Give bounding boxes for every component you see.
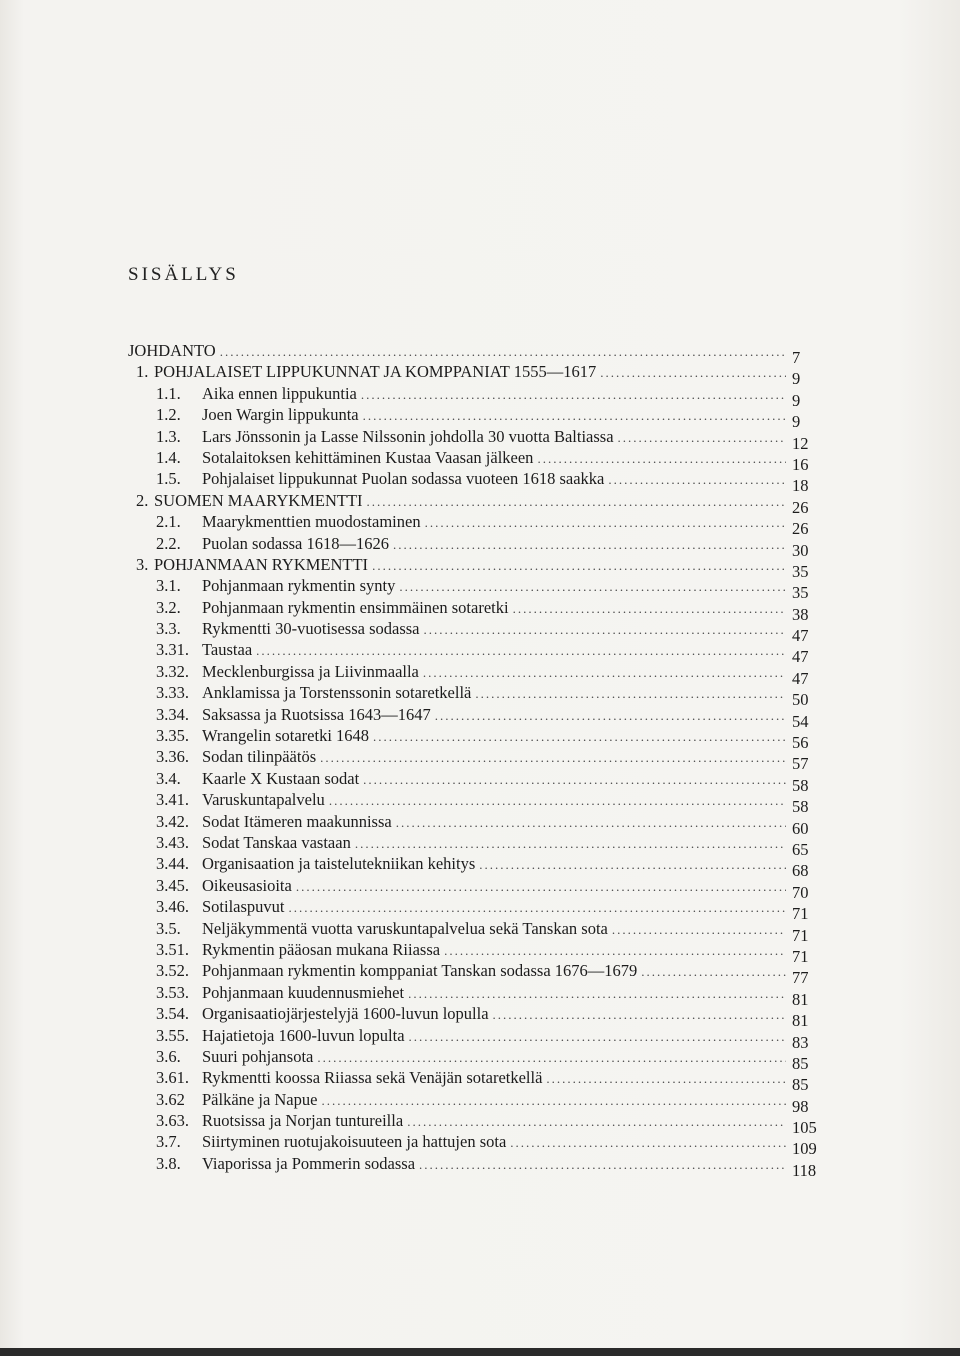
toc-entry-number: 3.32. — [156, 661, 189, 681]
toc-entry-number: 3.51. — [156, 939, 189, 959]
toc-entry — [128, 1046, 828, 1073]
dot-leader — [367, 491, 786, 512]
toc-entry-number: 3.5. — [156, 918, 181, 938]
dot-leader — [363, 405, 786, 426]
toc-entry — [128, 468, 828, 496]
dot-leader — [355, 833, 786, 854]
dot-leader — [612, 919, 786, 940]
toc-entry-title: SUOMEN MAARYKMENTTI — [154, 490, 363, 510]
toc-entry-page: 70 — [792, 882, 809, 902]
dot-leader — [407, 1111, 786, 1132]
dot-leader — [296, 876, 786, 897]
toc-entry-number: 3.45. — [156, 875, 189, 895]
toc-entry-title: Sotilaspuvut — [202, 897, 285, 917]
toc-entry — [128, 554, 828, 581]
toc-entry-page: 9 — [792, 390, 801, 410]
toc-entry-title: Rykmentin pääosan mukana Riiassa — [202, 939, 441, 959]
toc-entry — [128, 682, 828, 710]
toc-entry-title: Pohjanmaan rykmentin synty — [202, 576, 396, 596]
toc-entry-title: Anklamissa ja Torstenssonin sotaretkellä — [202, 683, 472, 703]
dot-leader — [419, 1154, 786, 1175]
toc-entry-title: Sodan tilinpäätös — [202, 747, 317, 767]
toc-entry-number: 3.62 — [156, 1089, 185, 1109]
toc-entry-title: Kaarle X Kustaan sodat — [202, 768, 360, 788]
dot-leader — [399, 576, 786, 597]
toc-entry-page: 77 — [792, 968, 809, 988]
dot-leader — [618, 427, 786, 448]
toc-entry — [128, 1003, 828, 1031]
toc-entry-number: 3.41. — [156, 790, 189, 810]
toc-entry-title: Pohjanmaan rykmentin ensimmäinen sotaretki — [202, 597, 509, 617]
dot-leader — [317, 1047, 786, 1068]
toc-entry-title: Saksassa ja Ruotsissa 1643—1647 — [202, 704, 431, 724]
dot-leader — [409, 1026, 786, 1047]
toc-entry-page: 60 — [792, 818, 809, 838]
dot-leader — [408, 983, 786, 1004]
toc-entry — [128, 533, 828, 560]
toc-entry-title: Ruotsissa ja Norjan tuntureilla — [202, 1111, 404, 1131]
toc-entry — [128, 1025, 828, 1052]
dot-leader — [363, 769, 786, 790]
toc-entry-page: 9 — [792, 412, 801, 432]
toc-entry-page: 54 — [792, 711, 809, 731]
dot-leader — [479, 854, 786, 875]
dot-leader — [493, 1004, 786, 1025]
toc-entry-number: 1.1. — [156, 383, 181, 403]
toc-entry — [128, 1153, 828, 1180]
toc-entry-title: Varuskuntapalvelu — [202, 790, 325, 810]
toc-entry-title: Oikeusasioita — [202, 875, 292, 895]
toc-entry-page: 47 — [792, 626, 809, 646]
dot-leader — [321, 1090, 786, 1111]
toc-entry-number: 1.4. — [156, 447, 181, 467]
dot-leader — [320, 747, 786, 768]
toc-entry-number: 1.2. — [156, 405, 181, 425]
toc-entry — [128, 340, 828, 367]
toc-entry-title: Suuri pohjansota — [202, 1046, 314, 1066]
toc-entry — [128, 1089, 828, 1116]
toc-entry-page: 12 — [792, 433, 809, 453]
toc-entry-number: 3. — [136, 554, 149, 574]
dot-leader — [393, 534, 786, 555]
toc-entry — [128, 661, 828, 688]
toc-entry — [128, 426, 828, 453]
toc-entry-page: 7 — [792, 348, 801, 367]
toc-entry-title: Pohjanmaan kuudennusmiehet — [202, 982, 405, 1002]
toc-entry-page: 57 — [792, 754, 809, 774]
toc-entry-number: 3.7. — [156, 1132, 181, 1152]
toc-entry-number: 3.4. — [156, 768, 181, 788]
toc-entry — [128, 1067, 828, 1095]
toc-entry-page: 68 — [792, 861, 809, 881]
toc-entry-number: 3.63. — [156, 1111, 189, 1131]
dot-leader — [361, 384, 786, 405]
toc-entry-title: JOHDANTO — [128, 341, 216, 360]
toc-entry — [128, 597, 828, 624]
toc-entry-page: 71 — [792, 946, 809, 966]
toc-entry-number: 3.61. — [156, 1068, 189, 1088]
toc-entry-number: 2.2. — [156, 533, 181, 553]
toc-entry — [128, 768, 828, 795]
toc-entry-title: Wrangelin sotaretki 1648 — [202, 726, 370, 746]
toc-entry-number: 1.5. — [156, 469, 181, 489]
toc-entry-number: 3.44. — [156, 854, 189, 874]
toc-entry-number: 3.31. — [156, 640, 189, 660]
toc-entry — [128, 811, 828, 838]
dot-leader — [373, 726, 786, 747]
toc-entry-page: 118 — [792, 1160, 817, 1180]
toc-entry-number: 3.54. — [156, 1004, 189, 1024]
toc-entry-page: 109 — [792, 1139, 817, 1159]
toc-entry-page: 83 — [792, 1032, 809, 1052]
toc-entry-title: Siirtyminen ruotujakoisuuteen ja hattujen sota — [202, 1132, 507, 1152]
toc-entry-title: Lars Jönssonin ja Lasse Nilssonin johdolla 30 vuotta Baltiassa — [202, 426, 614, 446]
toc-entry-title: POHJANMAAN RYKMENTTI — [154, 554, 369, 574]
toc-entry — [128, 853, 828, 881]
toc-entry-number: 3.46. — [156, 897, 189, 917]
toc-entry-title: Organisaation ja taistelutekniikan kehitys — [202, 854, 476, 874]
toc-entry-page: 58 — [792, 775, 809, 795]
toc-entry — [128, 896, 828, 924]
toc-entry — [128, 404, 828, 432]
dot-leader — [641, 961, 786, 982]
toc-entry — [128, 490, 828, 517]
toc-entry-title: Rykmentti 30-vuotisessa sodassa — [202, 619, 420, 639]
dot-leader — [513, 598, 786, 619]
toc-entry-page: 71 — [792, 904, 809, 924]
toc-entry-title: Rykmentti koossa Riiassa sekä Venäjän sotaretkellä — [202, 1068, 543, 1088]
toc-entry-page: 38 — [792, 604, 809, 624]
toc-entry-title: Aika ennen lippukuntia — [202, 383, 357, 403]
toc-entry-number: 3.8. — [156, 1153, 181, 1173]
dot-leader — [510, 1132, 786, 1153]
toc-entry-page: 71 — [792, 925, 809, 945]
toc-entry-page: 81 — [792, 1011, 809, 1031]
toc-entry-title: Hajatietoja 1600-luvun lopulta — [202, 1025, 405, 1045]
dot-leader — [423, 662, 786, 683]
toc-entry-number: 3.6. — [156, 1046, 181, 1066]
toc-entry — [128, 1131, 828, 1159]
toc-entry-title: Pohjanmaan rykmentin komppaniat Tanskan sodassa 1676—1679 — [202, 961, 638, 981]
toc-entry — [128, 361, 828, 389]
dot-leader — [444, 940, 786, 961]
toc-entry-page: 35 — [792, 583, 809, 603]
table-of-contents — [128, 340, 828, 1180]
toc-entry-page: 30 — [792, 540, 809, 560]
toc-entry-number: 3.1. — [156, 576, 181, 596]
dot-leader — [425, 512, 786, 533]
toc-entry-number: 3.43. — [156, 832, 189, 852]
dot-leader — [289, 897, 786, 918]
toc-entry-title: Sodat Itämeren maakunnissa — [202, 811, 392, 831]
dot-leader — [372, 555, 786, 576]
toc-entry — [128, 939, 828, 966]
toc-entry-title: Sotalaitoksen kehittäminen Kustaa Vaasan jälkeen — [202, 447, 534, 467]
toc-entry-number: 3.52. — [156, 961, 189, 981]
dot-leader — [424, 619, 787, 640]
toc-entry — [128, 746, 828, 774]
toc-entry-page: 85 — [792, 1053, 809, 1073]
toc-entry-title: Organisaatiojärjestelyjä 1600-luvun lopulla — [202, 1004, 489, 1024]
toc-entry-number: 3.35. — [156, 726, 189, 746]
toc-entry-number: 3.33. — [156, 683, 189, 703]
toc-entry-number: 2.1. — [156, 512, 181, 532]
toc-entry-number: 1. — [136, 362, 149, 382]
toc-entry-title: POHJALAISET LIPPUKUNNAT JA KOMPPANIAT 1555—1617 — [154, 362, 597, 382]
toc-entry — [128, 575, 828, 603]
toc-entry — [128, 982, 828, 1009]
toc-entry-number: 3.42. — [156, 811, 189, 831]
toc-entry-page: 105 — [792, 1118, 817, 1138]
toc-entry-number: 3.55. — [156, 1025, 189, 1045]
dot-leader — [329, 790, 786, 811]
toc-entry — [128, 1110, 828, 1138]
toc-entry-number: 3.2. — [156, 597, 181, 617]
toc-entry — [128, 511, 828, 539]
dot-leader — [256, 640, 786, 661]
page-bottom-edge — [0, 1348, 960, 1356]
dot-leader — [475, 683, 786, 704]
toc-entry-number: 3.34. — [156, 704, 189, 724]
toc-entry-page: 85 — [792, 1075, 809, 1095]
toc-entry-page: 18 — [792, 476, 809, 496]
toc-entry-page: 58 — [792, 797, 809, 817]
toc-entry — [128, 789, 828, 817]
dot-leader — [396, 812, 786, 833]
toc-entry — [128, 639, 828, 667]
toc-entry-title: Joen Wargin lippukunta — [202, 405, 359, 425]
toc-entry-page: 65 — [792, 839, 809, 859]
dot-leader — [435, 705, 786, 726]
page-title: SISÄLLYS — [128, 264, 239, 285]
toc-entry — [128, 704, 828, 731]
toc-entry-page: 98 — [792, 1096, 809, 1116]
toc-entry — [128, 725, 828, 753]
toc-entry-number: 1.3. — [156, 426, 181, 446]
toc-entry-page: 26 — [792, 519, 809, 539]
toc-entry-page: 56 — [792, 733, 809, 753]
dot-leader — [546, 1068, 786, 1089]
toc-entry — [128, 832, 828, 859]
toc-entry-number: 3.36. — [156, 747, 189, 767]
toc-entry-page: 47 — [792, 647, 809, 667]
toc-entry-page: 81 — [792, 989, 809, 1009]
toc-entry-page: 50 — [792, 690, 809, 710]
dot-leader — [608, 469, 786, 490]
dot-leader — [600, 362, 786, 383]
toc-entry-number: 2. — [136, 490, 149, 510]
toc-entry-page: 47 — [792, 668, 809, 688]
toc-entry-page: 9 — [792, 369, 801, 389]
toc-entry-title: Pohjalaiset lippukunnat Puolan sodassa vuoteen 1618 saakka — [202, 469, 605, 489]
toc-entry-title: Maarykmenttien muodostaminen — [202, 512, 421, 532]
toc-entry — [128, 960, 828, 988]
toc-entry-title: Pälkäne ja Napue — [202, 1089, 318, 1109]
toc-entry-title: Sodat Tanskaa vastaan — [202, 832, 351, 852]
toc-entry-number: 3.53. — [156, 982, 189, 1002]
toc-entry-page: 16 — [792, 454, 809, 474]
toc-entry-page: 35 — [792, 561, 809, 581]
dot-leader — [220, 341, 786, 362]
toc-entry-title: Neljäkymmentä vuotta varuskuntapalvelua sekä Tanskan sota — [202, 918, 608, 938]
toc-entry — [128, 918, 828, 945]
toc-entry-page: 26 — [792, 497, 809, 517]
toc-entry — [128, 383, 828, 410]
toc-entry-title: Mecklenburgissa ja Liivinmaalla — [202, 661, 419, 681]
toc-entry-title: Taustaa — [202, 640, 253, 660]
toc-entry — [128, 447, 828, 474]
toc-entry — [128, 875, 828, 902]
toc-entry-title: Puolan sodassa 1618—1626 — [202, 533, 389, 553]
toc-entry — [128, 618, 828, 646]
dot-leader — [537, 448, 786, 469]
toc-entry-number: 3.3. — [156, 619, 181, 639]
toc-entry-title: Viaporissa ja Pommerin sodassa — [202, 1153, 416, 1173]
